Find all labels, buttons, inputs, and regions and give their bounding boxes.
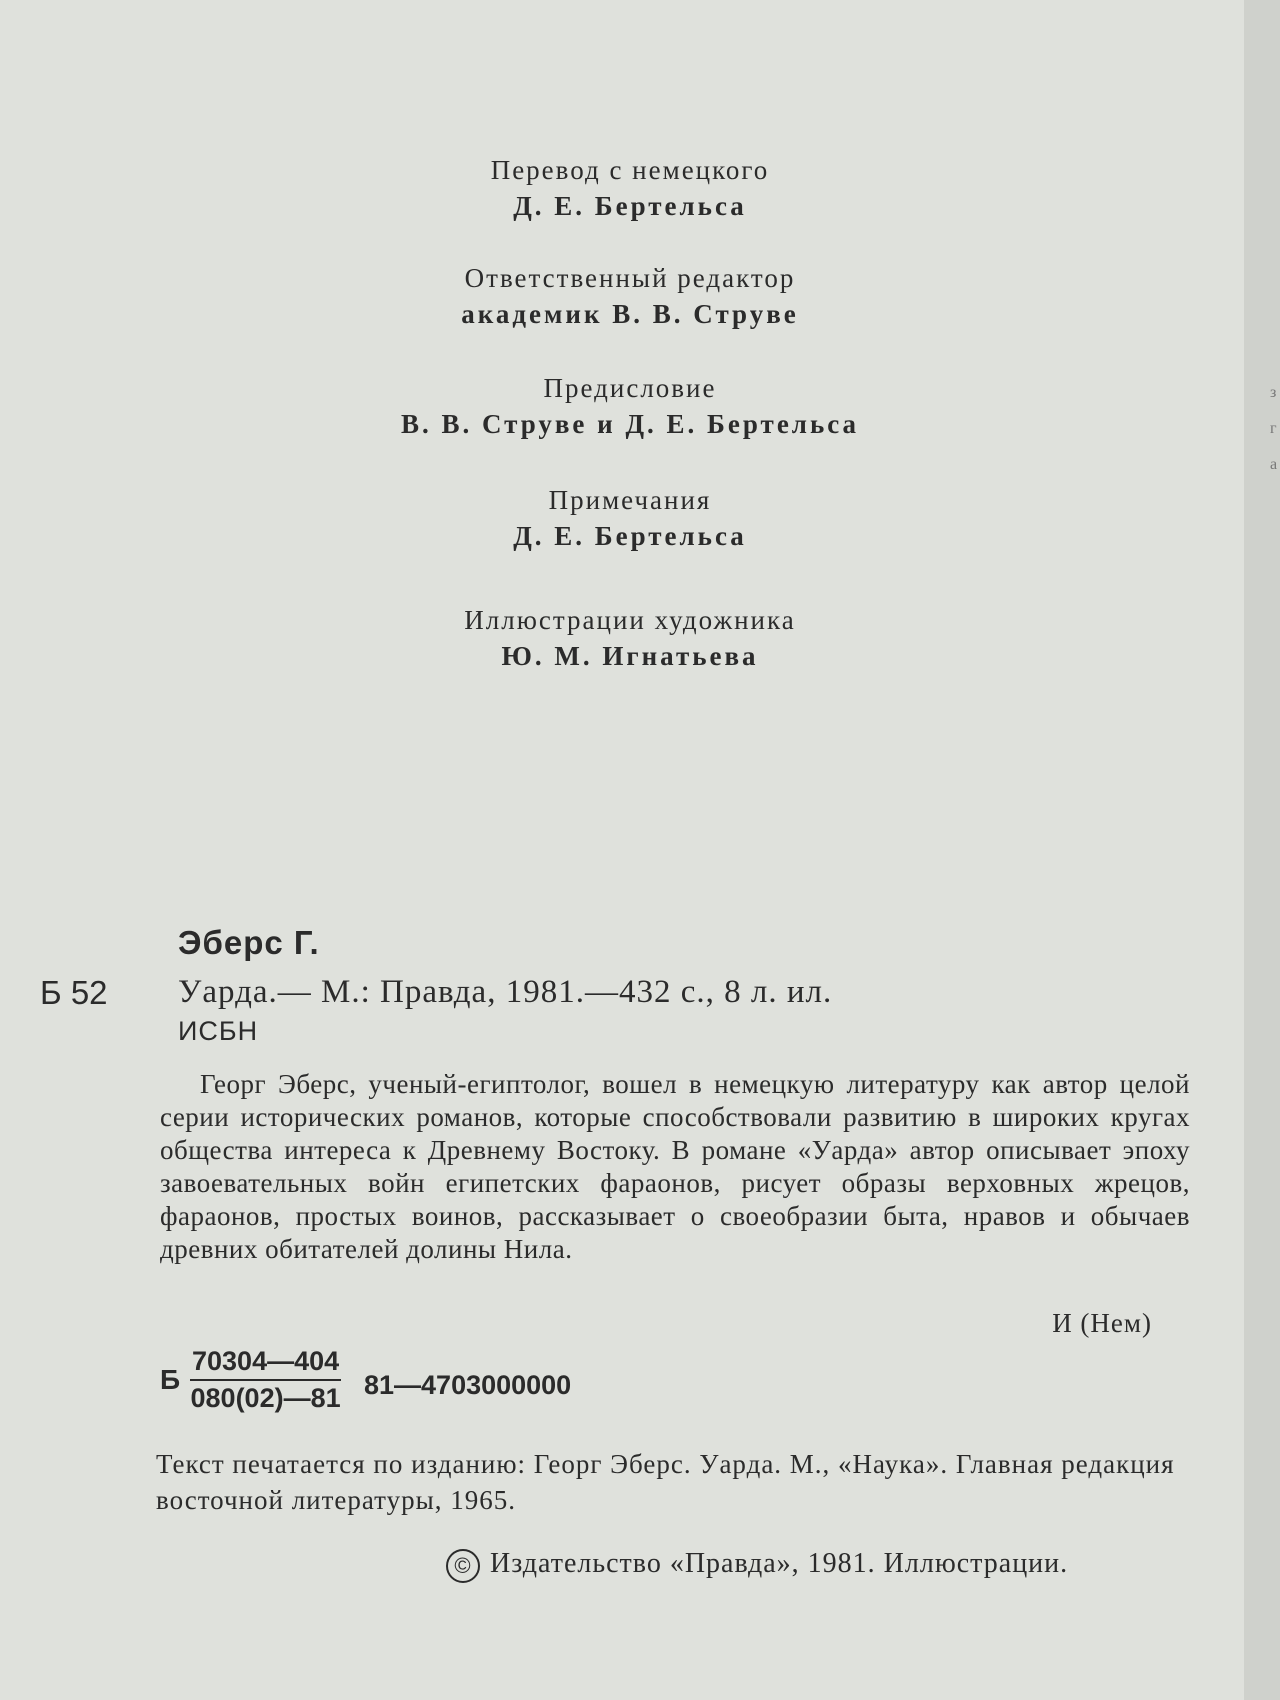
credit-name: Ю. М. Игнатьева xyxy=(501,641,759,671)
credit-name: Д. Е. Бертельса xyxy=(513,521,747,551)
adjacent-page-edge xyxy=(1244,0,1280,1700)
credit-name: В. В. Струве и Д. Е. Бертельса xyxy=(400,409,860,439)
credit-role: Перевод с немецкого xyxy=(490,155,770,185)
catalog-index-code: 81—4703000000 xyxy=(364,1370,572,1400)
adjacent-page-glyph: з xyxy=(1270,384,1277,401)
adjacent-page-glyph: г xyxy=(1270,420,1277,437)
credit-notes xyxy=(270,482,990,554)
adjacent-page-glyph: а xyxy=(1270,456,1278,473)
credit-preface xyxy=(270,370,990,442)
copyright-icon: © xyxy=(446,1549,480,1583)
catalog-code: Б 52 xyxy=(40,974,108,1011)
credit-illustrations xyxy=(270,602,990,674)
catalog-imprint: Уарда.— М.: Правда, 1981.—432 с., 8 л. ил. xyxy=(178,974,833,1010)
catalog-annotation: Георг Эберс, ученый-египтолог, вошел в немецкую литературу как автор целой серии исторических романов, которые способствовали развитию в широких кругах общества интереса к Древнему Востоку. В романе «Уарда» автор описывает эпоху завоевательных войн египетских фараонов, рисует образы верховных жрецов, фараонов, простых воинов, рассказывает о своеобразии быта, нравов и обычаев древних обитателей долины Нила. xyxy=(160,1069,1190,1264)
credit-role: Примечания xyxy=(548,485,712,515)
catalog-index-denominator: 080(02)—81 xyxy=(190,1383,341,1413)
copyright-text: Издательство «Правда», 1981. Иллюстрации. xyxy=(490,1548,1069,1579)
credit-role: Предисловие xyxy=(543,373,717,403)
catalog-index-letter: Б xyxy=(160,1364,181,1395)
catalog-author: Эберс Г. xyxy=(178,924,320,961)
credit-editor xyxy=(270,260,990,332)
catalog-isbn: ИСБН xyxy=(178,1016,259,1046)
source-note: Текст печатается по изданию: Георг Эберс. Уарда. М., «Наука». Главная редакция восточной литературы, 1965. xyxy=(156,1449,1175,1515)
catalog-classmark: И (Нем) xyxy=(1052,1308,1152,1338)
catalog-index-fraction xyxy=(190,1346,341,1414)
credit-translation xyxy=(270,152,990,224)
catalog-index-numerator: 70304—404 xyxy=(190,1346,341,1381)
credit-role: Ответственный редактор xyxy=(464,263,796,293)
credit-name: академик В. В. Струве xyxy=(461,299,799,329)
credit-name: Д. Е. Бертельса xyxy=(513,191,747,221)
credit-role: Иллюстрации художника xyxy=(464,605,796,635)
copyright-line xyxy=(446,1548,1068,1583)
